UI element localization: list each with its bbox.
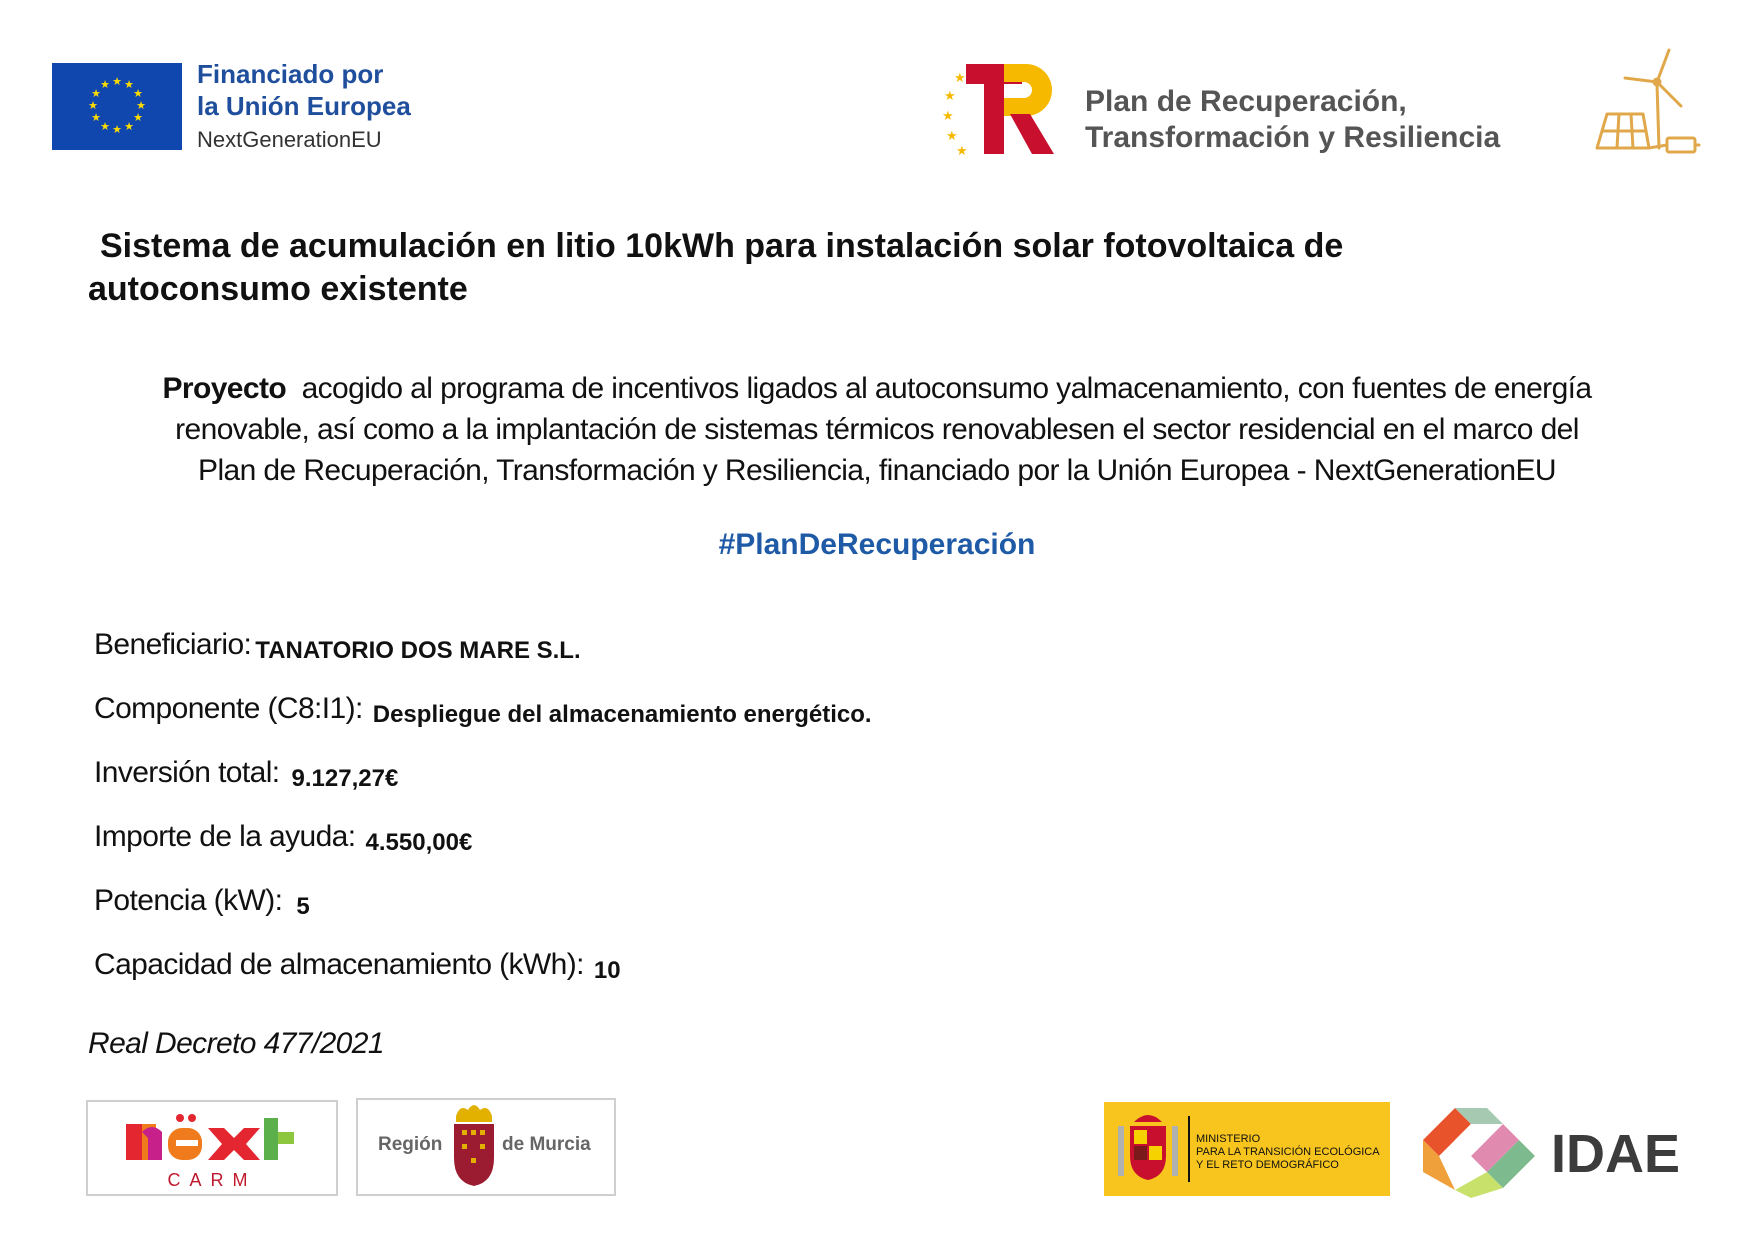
project-lead: Proyecto: [162, 372, 287, 405]
murcia-coat-of-arms-icon: [454, 1105, 494, 1186]
detail-importe: [94, 820, 472, 854]
project-line1: [60, 368, 1694, 409]
prtr-logo-text: [1085, 84, 1500, 156]
detail-value: TANATORIO DOS MARE S.L.: [255, 637, 581, 664]
title-line1: Sistema de acumulación en litio 10kWh para instalación solar fotovoltaica de: [100, 227, 1344, 265]
svg-text:★: ★: [954, 71, 966, 86]
svg-text:★: ★: [136, 99, 146, 112]
svg-text:★: ★: [88, 99, 98, 112]
carm-text: CARM: [167, 1170, 257, 1190]
document-title: [88, 225, 1648, 311]
eu-logo-text: [197, 58, 411, 158]
idae-text: IDAE: [1551, 1124, 1681, 1184]
detail-capacidad: [94, 948, 621, 982]
ministerio-line1: MINISTERIO: [1196, 1133, 1261, 1145]
svg-text:★: ★: [133, 87, 143, 100]
detail-potencia: [94, 884, 310, 918]
detail-inversion: [94, 756, 398, 790]
ministerio-line3: Y EL RETO DEMOGRÁFICO: [1196, 1159, 1339, 1171]
detail-beneficiario: [94, 628, 581, 662]
svg-text:★: ★: [124, 120, 134, 133]
real-decreto: Real Decreto 477/2021: [88, 1027, 384, 1060]
svg-text:★: ★: [944, 89, 956, 104]
detail-label: Beneficiario:: [94, 628, 252, 661]
idae-logo: [1415, 1100, 1705, 1198]
detail-componente: [94, 692, 872, 726]
detail-value: 5: [296, 893, 310, 920]
project-description: [60, 368, 1694, 491]
detail-label: Potencia (kW):: [94, 884, 283, 917]
svg-text:★: ★: [100, 78, 110, 91]
next-logo-icon: [88, 1102, 336, 1194]
project-line3: Plan de Recuperación, Transformación y Resiliencia, financiado por la Unión Europea - NextGenerationEU: [198, 454, 1556, 487]
ministerio-line2: PARA LA TRANSICIÓN ECOLÓGICA: [1196, 1146, 1380, 1158]
svg-text:★: ★: [124, 78, 134, 91]
svg-text:★: ★: [946, 129, 958, 144]
detail-value: 9.127,27€: [291, 765, 399, 792]
eu-flag-icon: [52, 63, 182, 150]
detail-value: Despliegue del almacenamiento energético.: [372, 701, 872, 728]
hashtag: #PlanDeRecuperación: [718, 528, 1036, 561]
prtr-line1: Plan de Recuperación,: [1085, 85, 1407, 118]
eu-line3: NextGenerationEU: [197, 127, 382, 152]
project-line2: renovable, así como a la implantación de sistemas térmicos renovablesen el sector residencial en el marco del: [175, 413, 1579, 446]
detail-value: 10: [593, 957, 621, 984]
prtr-line2: Transformación y Resiliencia: [1085, 121, 1501, 154]
spain-coat-of-arms-icon: [1118, 1115, 1178, 1180]
project-line1-rest: acogido al programa de incentivos ligados al autoconsumo yalmacenamiento, con fuentes de energía: [286, 372, 1592, 405]
murcia-right-text: de Murcia: [502, 1134, 591, 1155]
svg-text:★: ★: [100, 120, 110, 133]
detail-label: Inversión total:: [94, 756, 280, 789]
svg-text:★: ★: [942, 109, 954, 124]
svg-text:★: ★: [133, 111, 143, 124]
svg-text:★: ★: [112, 75, 122, 88]
wind-solar-energy-icon: [1585, 48, 1701, 160]
next-carm-logo: [86, 1100, 338, 1196]
murcia-left-text: Región: [378, 1134, 443, 1155]
detail-label: Importe de la ayuda:: [94, 820, 356, 853]
svg-text:★: ★: [112, 123, 122, 136]
svg-text:★: ★: [956, 144, 968, 158]
eu-line2: la Unión Europea: [197, 91, 411, 121]
title-line2: autoconsumo existente: [88, 270, 468, 308]
prtr-tr-logo-icon: [940, 58, 1060, 158]
detail-value: 4.550,00€: [365, 829, 473, 856]
idae-mark-icon: [1423, 1108, 1535, 1198]
detail-label: Componente (C8:I1):: [94, 692, 363, 725]
svg-text:★: ★: [91, 111, 101, 124]
region-murcia-logo: [356, 1098, 616, 1196]
detail-label: Capacidad de almacenamiento (kWh):: [94, 948, 584, 981]
svg-text:★: ★: [91, 87, 101, 100]
eu-line1: Financiado por: [197, 59, 384, 89]
ministerio-logo: [1104, 1102, 1390, 1196]
